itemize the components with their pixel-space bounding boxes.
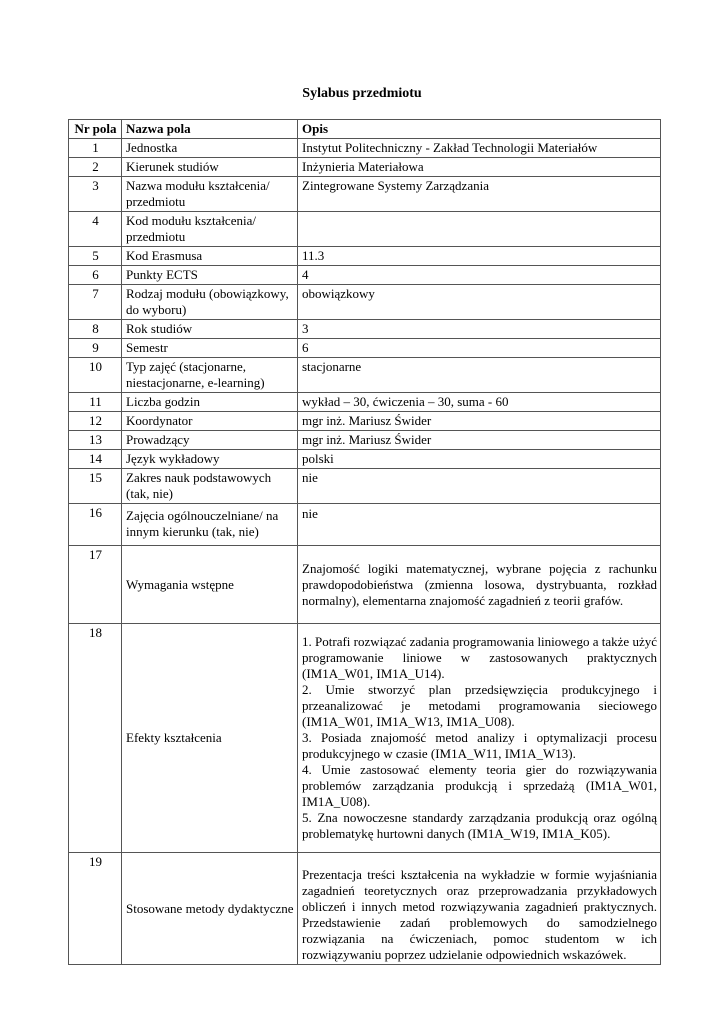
field-value: Zintegrowane Systemy Zarządzania [298, 177, 661, 212]
field-value: 3 [298, 320, 661, 339]
field-value: Inżynieria Materiałowa [298, 158, 661, 177]
field-value: wykład – 30, ćwiczenia – 30, suma - 60 [298, 393, 661, 412]
field-number: 1 [69, 139, 122, 158]
field-name: Kod Erasmusa [122, 247, 298, 266]
table-row [69, 393, 661, 412]
field-value: mgr inż. Mariusz Świder [298, 431, 661, 450]
table-row [69, 624, 661, 853]
field-number: 2 [69, 158, 122, 177]
table-row [69, 177, 661, 212]
field-name: Zakres nauk podstawowych (tak, nie) [122, 469, 298, 504]
learning-outcome-item: 1. Potrafi rozwiązać zadania programowania liniowego a także użyć programowanie liniowe w zastosowanych praktycznych (IM1A_W01, IM1A_U14). [302, 634, 657, 681]
table-row [69, 158, 661, 177]
field-number: 16 [69, 504, 122, 546]
header-opis: Opis [298, 120, 661, 139]
header-name: Nazwa pola [122, 120, 298, 139]
document-title: Sylabus przedmiotu [302, 86, 422, 101]
table-row [69, 450, 661, 469]
field-name: Rok studiów [122, 320, 298, 339]
field-number: 12 [69, 412, 122, 431]
field-value: obowiązkowy [298, 285, 661, 320]
field-value: Znajomość logiki matematycznej, wybrane pojęcia z rachunku prawdopodobieństwa (zmienna losowa, dystrybuanta, rozkład normalny), elementarna znajomość zagadnień z teorii grafów. [298, 546, 661, 624]
table-row [69, 339, 661, 358]
field-name: Efekty kształcenia [122, 624, 298, 853]
field-name: Język wykładowy [122, 450, 298, 469]
field-value: 4 [298, 266, 661, 285]
field-value: 11.3 [298, 247, 661, 266]
header-nr: Nr pola [69, 120, 122, 139]
field-number: 7 [69, 285, 122, 320]
field-name: Zajęcia ogólnouczelniane/ na innym kierunku (tak, nie) [122, 504, 298, 546]
field-number: 14 [69, 450, 122, 469]
table-row [69, 546, 661, 624]
field-name: Koordynator [122, 412, 298, 431]
field-name: Semestr [122, 339, 298, 358]
field-number: 10 [69, 358, 122, 393]
learning-outcome-item: 4. Umie zastosować elementy teoria gier do rozwiązywania problemów zarządzania produkcją i sprzedażą (IM1A_W01, IM1A_U08). [302, 762, 657, 809]
syllabus-table [68, 119, 661, 965]
field-number: 5 [69, 247, 122, 266]
field-number: 9 [69, 339, 122, 358]
field-value: nie [298, 469, 661, 504]
field-value: stacjonarne [298, 358, 661, 393]
field-name: Punkty ECTS [122, 266, 298, 285]
field-name: Rodzaj modułu (obowiązkowy, do wyboru) [122, 285, 298, 320]
field-name: Kod modułu kształcenia/ przedmiotu [122, 212, 298, 247]
field-value: Instytut Politechniczny - Zakład Technologii Materiałów [298, 139, 661, 158]
field-value: nie [298, 504, 661, 546]
table-row [69, 412, 661, 431]
field-name: Typ zajęć (stacjonarne, niestacjonarne, e-learning) [122, 358, 298, 393]
field-value: Prezentacja treści kształcenia na wykładzie w formie wyjaśniania zagadnień teoretycznych oraz przeprowadzania przykładowych obliczeń i innych metod rozwiązywania zagadnień praktycznych. Przedstawienie zadań problemowych do samodzielnego rozwiązania na ćwiczeniach, pomoc studentom w ich rozwiązywaniu poprzez udzielanie odpowiednich wskazówek. [298, 853, 661, 965]
field-name: Wymagania wstępne [122, 546, 298, 624]
learning-outcome-item: 3. Posiada znajomość metod analizy i optymalizacji procesu produkcyjnego w czasie (IM1A_W11, IM1A_W13). [302, 730, 657, 761]
table-row [69, 247, 661, 266]
field-number: 4 [69, 212, 122, 247]
field-number: 18 [69, 624, 122, 853]
field-number: 6 [69, 266, 122, 285]
table-header-row [69, 120, 661, 139]
field-value: 6 [298, 339, 661, 358]
field-name: Nazwa modułu kształcenia/ przedmiotu [122, 177, 298, 212]
field-number: 15 [69, 469, 122, 504]
table-row [69, 320, 661, 339]
table-row [69, 469, 661, 504]
field-number: 8 [69, 320, 122, 339]
field-value: mgr inż. Mariusz Świder [298, 412, 661, 431]
table-row [69, 285, 661, 320]
table-row [69, 431, 661, 450]
field-number: 11 [69, 393, 122, 412]
learning-outcome-item: 5. Zna nowoczesne standardy zarządzania produkcją oraz ogólną problematykę hurtowni danych (IM1A_W19, IM1A_K05). [302, 810, 657, 841]
table-row [69, 212, 661, 247]
table-row [69, 853, 661, 965]
field-name: Prowadzący [122, 431, 298, 450]
field-name: Kierunek studiów [122, 158, 298, 177]
learning-outcome-item: 2. Umie stworzyć plan przedsięwzięcia produkcyjnego i przeanalizować je metodami programowania sieciowego (IM1A_W01, IM1A_W13, IM1A_U08). [302, 682, 657, 729]
table-row [69, 504, 661, 546]
table-row [69, 139, 661, 158]
field-name: Stosowane metody dydaktyczne [122, 853, 298, 965]
table-row [69, 358, 661, 393]
field-name: Jednostka [122, 139, 298, 158]
table-row [69, 266, 661, 285]
field-number: 19 [69, 853, 122, 965]
field-name: Liczba godzin [122, 393, 298, 412]
field-value: polski [298, 450, 661, 469]
field-number: 3 [69, 177, 122, 212]
field-number: 13 [69, 431, 122, 450]
field-number: 17 [69, 546, 122, 624]
field-value [298, 212, 661, 247]
field-value-list [298, 624, 661, 853]
